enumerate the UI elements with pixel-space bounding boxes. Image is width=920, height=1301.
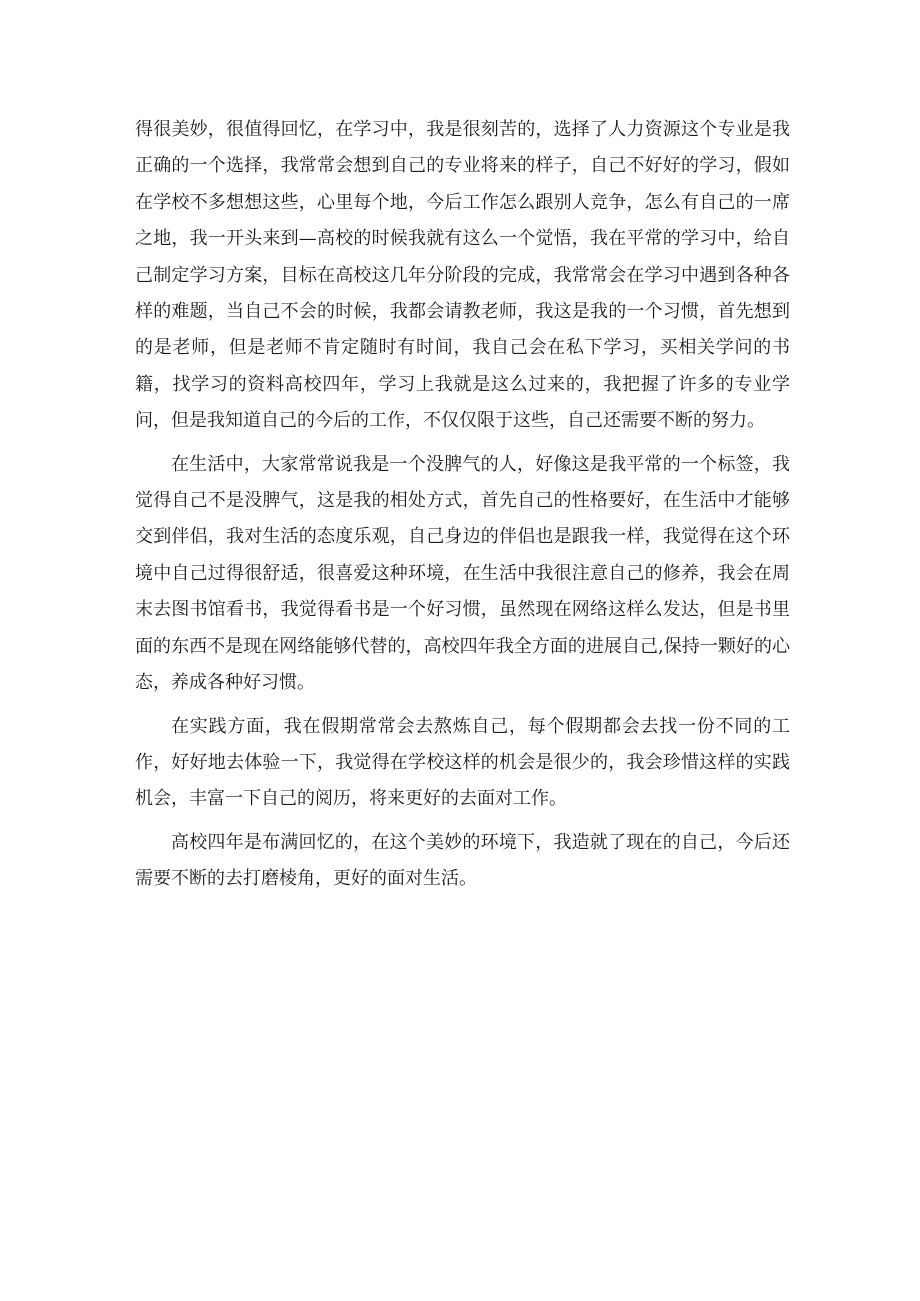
paragraph-study: 得很美妙，很值得回忆，在学习中，我是很刻苦的，选择了人力资源这个专业是我正确的一个选择，我常常会想到自己的专业将来的样子，自己不好好的学习，假如在学校不多想想这些，心里每个地，今后工作怎么跟别人竞争，怎么有自己的一席之地，我一开头来到—高校的时候我就有这么一个觉悟，我在平常的学习中，给自己制定学习方案，目标在高校这几年分阶段的完成，我常常会在学习中遇到各种各样的难题，当自己不会的时候，我都会请教老师，我这是我的一个习惯，首先想到的是老师，但是老师不肯定随时有时间，我自己会在私下学习，买相关学问的书籍，找学习的资料高校四年，学习上我就是这么过来的，我把握了许多的专业学问，但是我知道自己的今后的工作，不仅仅限于这些，自己还需要不断的努力。 <box>135 119 790 432</box>
paragraph-conclusion: 高校四年是布满回忆的，在这个美妙的环境下，我造就了现在的自己，今后还需要不断的去打磨棱角，更好的面对生活。 <box>135 831 790 890</box>
paragraph-life: 在生活中，大家常常说我是一个没脾气的人，好像这是我平常的一个标签，我觉得自己不是没脾气，这是我的相处方式，首先自己的性格要好，在生活中才能够交到伴侣，我对生活的态度乐观，自己身边的伴侣也是跟我一样，我觉得在这个环境中自己过得很舒适，很喜爱这种环境，在生活中我很注意自己的修养，我会在周末去图书馆看书，我觉得看书是一个好习惯，虽然现在网络这样么发达，但是书里面的东西不是现在网络能够代替的，高校四年我全方面的进展自己,保持一颗好的心态，养成各种好习惯。 <box>135 453 790 694</box>
document-body <box>135 112 790 905</box>
paragraph-practice: 在实践方面，我在假期常常会去熬炼自己，每个假期都会去找一份不同的工作，好好地去体验一下，我觉得在学校这样的机会是很少的，我会珍惜这样的实践机会，丰富一下自己的阅历，将来更好的去面对工作。 <box>135 715 790 810</box>
